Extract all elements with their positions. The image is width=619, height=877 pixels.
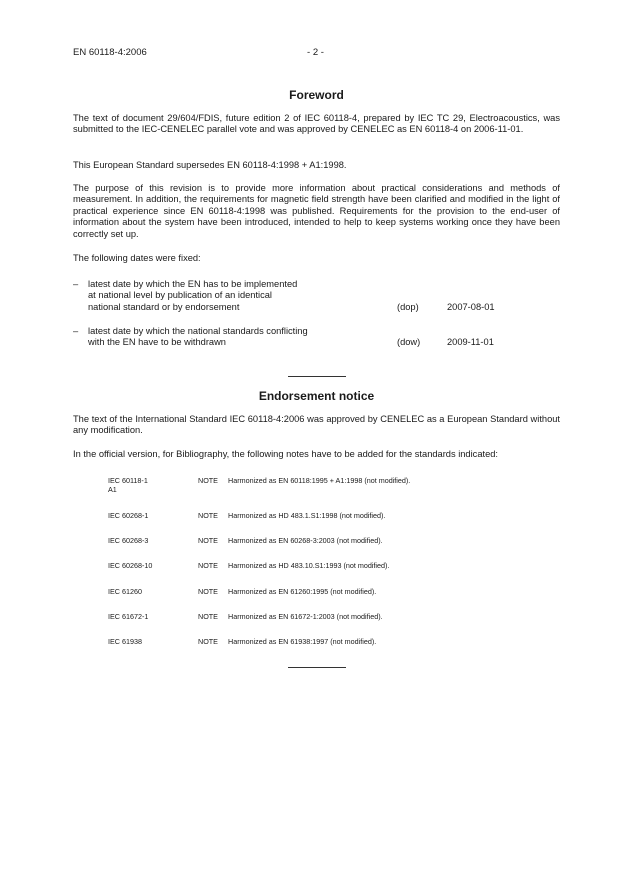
description-line: latest date by which the national standards conflicting bbox=[88, 326, 308, 336]
note-label: NOTE bbox=[198, 561, 218, 570]
date-value: 2007-08-01 bbox=[447, 301, 495, 312]
date-code: (dop) bbox=[397, 301, 419, 312]
description-line: national standard or by endorsement bbox=[88, 301, 240, 312]
description-line: latest date by which the EN has to be implemented bbox=[88, 279, 298, 289]
document-id: EN 60118-4:2006 bbox=[73, 47, 147, 58]
note-label: NOTE bbox=[198, 536, 218, 545]
foreword-title: Foreword bbox=[289, 88, 344, 102]
page-number: - 2 - bbox=[307, 47, 324, 58]
date-value: 2009-11-01 bbox=[447, 337, 494, 348]
description-line: at national level by publication of an identical bbox=[88, 290, 272, 301]
description-line: with the EN have to be withdrawn bbox=[88, 337, 226, 348]
date-item-description bbox=[88, 279, 358, 313]
standard-number: IEC 61672-1 bbox=[108, 612, 149, 621]
standard-number: IEC 60268-10 bbox=[108, 561, 153, 570]
standard-number: IEC 61260 bbox=[108, 587, 142, 596]
date-code: (dow) bbox=[397, 337, 421, 348]
foreword-paragraph-1: The text of document 29/604/FDIS, future edition 2 of IEC 60118-4, prepared by IEC TC 29, Electroacoustics, was submitted to the IEC-CENELEC parallel vote and was approved by CENELEC as EN 60118-4 on 2006-11-01. bbox=[73, 113, 560, 135]
foreword-paragraph-4: The following dates were fixed: bbox=[73, 253, 201, 263]
standard-number: IEC 60118-1 bbox=[108, 476, 148, 485]
note-label: NOTE bbox=[198, 476, 218, 485]
foreword-paragraph-2: This European Standard supersedes EN 60118-4:1998 + A1:1998. bbox=[73, 160, 347, 170]
standard-number: IEC 60268-1 bbox=[108, 511, 149, 520]
note-label: NOTE bbox=[198, 511, 218, 520]
note-label: NOTE bbox=[198, 612, 218, 621]
endorsement-paragraph-2: In the official version, for Bibliography, the following notes have to be added for the standards indicated: bbox=[73, 449, 498, 459]
standard-number: IEC 61938 bbox=[108, 637, 142, 646]
foreword-paragraph-3: The purpose of this revision is to provide more information about practical considerations and methods of measurement. In addition, the requirements for magnetic field strength have been clarified and modified in the light of practical experience since EN 60118-4:1998 was published. Requirements for the provision to the end-user of information about the system have been introduced, intended to help to keep systems working once they have been correctly set up. bbox=[73, 183, 560, 239]
note-text: Harmonized as EN 60118:1995 + A1:1998 (not modified). bbox=[228, 476, 411, 485]
dash-bullet: – bbox=[73, 326, 79, 336]
note-text: Harmonized as EN 61672-1:2003 (not modified). bbox=[228, 612, 383, 621]
note-text: Harmonized as HD 483.10.S1:1993 (not modified). bbox=[228, 561, 390, 570]
standard-reference bbox=[108, 476, 188, 494]
endorsement-paragraph-1: The text of the International Standard IEC 60118-4:2006 was approved by CENELEC as a European Standard without any modification. bbox=[73, 414, 560, 436]
standard-number: IEC 60268-3 bbox=[108, 536, 149, 545]
section-divider bbox=[288, 667, 346, 668]
note-label: NOTE bbox=[198, 637, 218, 646]
note-text: Harmonized as EN 60268-3:2003 (not modified). bbox=[228, 536, 383, 545]
note-label: NOTE bbox=[198, 587, 218, 596]
standard-amendment: A1 bbox=[108, 485, 117, 494]
endorsement-title: Endorsement notice bbox=[258, 389, 375, 403]
date-item-description bbox=[88, 326, 358, 349]
note-text: Harmonized as EN 61260:1995 (not modified). bbox=[228, 587, 377, 596]
dash-bullet: – bbox=[73, 279, 79, 289]
section-divider bbox=[288, 376, 346, 377]
note-text: Harmonized as HD 483.1.S1:1998 (not modified). bbox=[228, 511, 386, 520]
note-text: Harmonized as EN 61938:1997 (not modified). bbox=[228, 637, 377, 646]
